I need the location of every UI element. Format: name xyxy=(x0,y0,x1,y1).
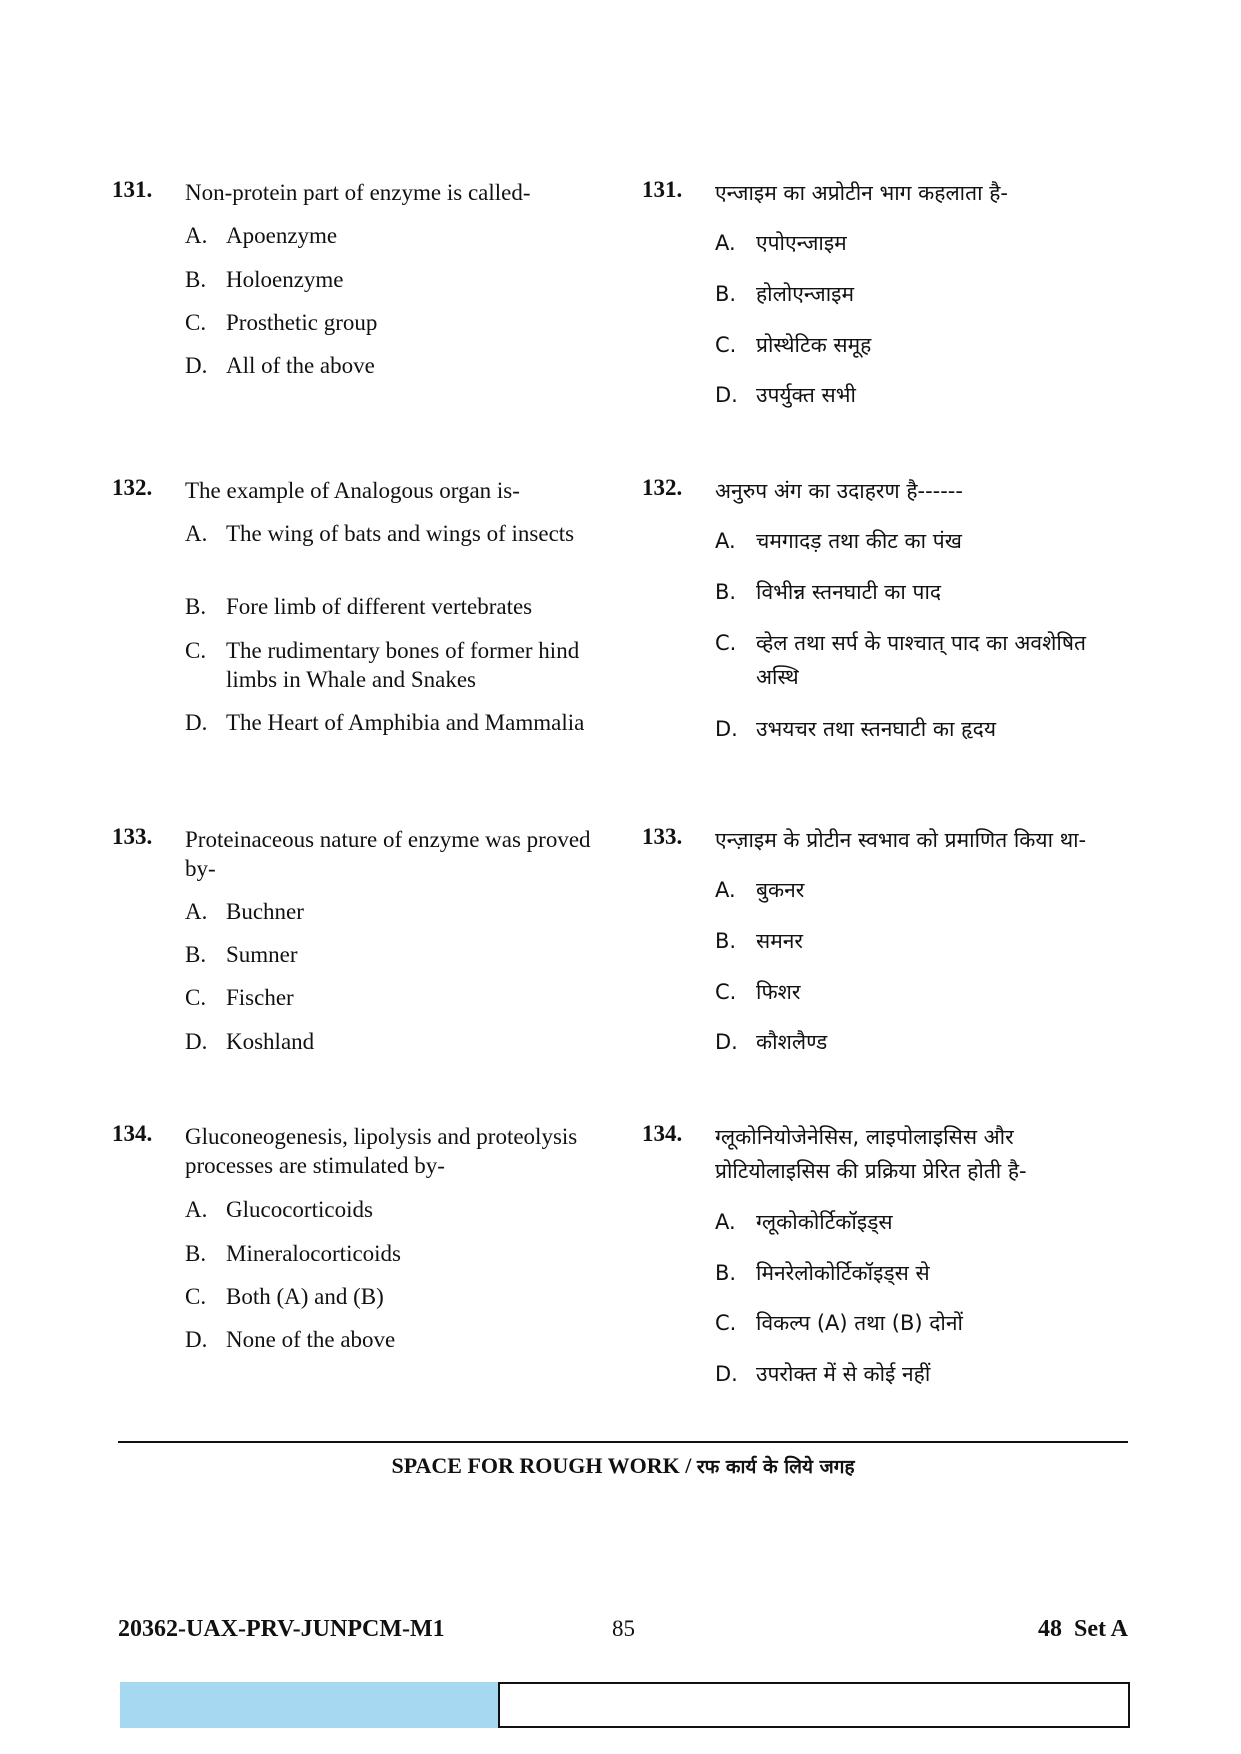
option-b xyxy=(185,265,585,294)
option-text: None of the above xyxy=(226,1327,396,1352)
option-letter: B. xyxy=(715,929,737,953)
option-letter: D. xyxy=(185,1327,208,1352)
option-text: Koshland xyxy=(226,1029,315,1054)
option-a xyxy=(185,221,585,250)
option-a xyxy=(715,226,1135,260)
option-c xyxy=(185,636,585,694)
option-text: Buchner xyxy=(226,899,304,924)
option-c xyxy=(715,1306,1135,1340)
option-letter: C. xyxy=(715,1311,737,1335)
option-d xyxy=(185,1027,585,1056)
option-a xyxy=(715,1205,1135,1239)
option-letter: C. xyxy=(715,980,737,1004)
option-text: The Heart of Amphibia and Mammalia xyxy=(226,710,585,735)
question-text: Non-protein part of enzyme is called- xyxy=(185,180,531,205)
option-text: उभयचर तथा स्तनघाटी का हृदय xyxy=(756,717,997,741)
question-number: 132. xyxy=(642,475,683,500)
option-letter: A. xyxy=(715,1210,736,1234)
option-a xyxy=(715,524,1135,558)
option-text: Glucocorticoids xyxy=(226,1197,373,1222)
option-text: समनर xyxy=(756,929,803,953)
option-b xyxy=(715,277,1135,311)
option-d xyxy=(715,1025,1135,1059)
option-letter: A. xyxy=(185,1197,208,1222)
option-text: Fischer xyxy=(226,985,294,1010)
option-text: Mineralocorticoids xyxy=(226,1241,402,1266)
option-b xyxy=(185,592,585,621)
question-text: The example of Analogous organ is- xyxy=(185,478,520,503)
footer-color-bar xyxy=(120,1682,498,1728)
option-text: Prosthetic group xyxy=(226,310,378,335)
option-a xyxy=(185,1195,585,1224)
question-text: अनुरुप अंग का उदाहरण है------ xyxy=(715,479,963,503)
option-c xyxy=(185,1282,585,1311)
option-d xyxy=(715,1357,1135,1391)
option-letter: D. xyxy=(715,383,738,407)
option-text: फिशर xyxy=(756,980,801,1004)
option-text: ग्लूकोकोर्टिकॉइड्स xyxy=(756,1210,893,1234)
option-text: विकल्प (A) तथा (B) दोनों xyxy=(756,1311,963,1335)
option-text: व्हेल तथा सर्प के पाश्चात् पाद का अवशेषित अस्थि xyxy=(756,631,1086,689)
option-letter: C. xyxy=(185,1284,207,1309)
option-a xyxy=(185,897,585,926)
option-letter: A. xyxy=(185,899,208,924)
option-letter: C. xyxy=(715,631,737,655)
rough-work-divider xyxy=(118,1441,1128,1443)
option-text: Both (A) and (B) xyxy=(226,1284,384,1309)
option-letter: D. xyxy=(715,717,738,741)
option-d xyxy=(715,712,1135,746)
question-text: ग्लूकोनियोजेनेसिस, लाइपोलाइसिस और प्रोटियोलाइसिस की प्रक्रिया प्रेरित होती है- xyxy=(715,1125,1027,1183)
option-letter: A. xyxy=(185,223,208,248)
option-text: The rudimentary bones of former hind limbs in Whale and Snakes xyxy=(226,638,580,692)
option-letter: B. xyxy=(185,594,207,619)
option-c xyxy=(185,308,585,337)
paper-code: 20362-UAX-PRV-JUNPCM-M1 xyxy=(118,1616,445,1642)
option-letter: C. xyxy=(185,985,207,1010)
option-letter: B. xyxy=(715,282,737,306)
question-number: 133. xyxy=(112,824,153,849)
option-letter: B. xyxy=(715,1261,737,1285)
rough-work-label-hi: रफ कार्य के लिये जगह xyxy=(696,1456,855,1478)
option-letter: D. xyxy=(185,710,208,735)
question-text: Proteinaceous nature of enzyme was proved by- xyxy=(185,827,591,881)
option-text: कौशलैण्ड xyxy=(756,1030,828,1054)
option-c xyxy=(715,328,1135,362)
option-b xyxy=(185,940,585,969)
option-d xyxy=(185,1325,585,1354)
option-text: उपरोक्त में से कोई नहीं xyxy=(756,1362,931,1386)
question-number: 133. xyxy=(642,824,683,849)
option-letter: C. xyxy=(185,638,207,663)
option-text: Sumner xyxy=(226,942,298,967)
set-label: 48 Set A xyxy=(1038,1616,1128,1642)
option-text: बुकनर xyxy=(756,878,805,902)
option-c xyxy=(715,975,1135,1009)
option-b xyxy=(715,1256,1135,1290)
footer-empty-box xyxy=(498,1682,1130,1728)
option-c xyxy=(185,983,585,1012)
option-letter: D. xyxy=(185,1029,208,1054)
question-number: 132. xyxy=(112,475,153,500)
option-a xyxy=(715,873,1135,907)
option-d xyxy=(185,351,585,380)
option-b xyxy=(715,924,1135,958)
rough-work-label-en: SPACE FOR ROUGH WORK / xyxy=(391,1453,697,1478)
option-letter: D. xyxy=(715,1030,738,1054)
option-letter: C. xyxy=(185,310,207,335)
page-number: 85 xyxy=(612,1616,635,1641)
option-text: All of the above xyxy=(226,353,375,378)
option-letter: A. xyxy=(715,529,736,553)
option-letter: B. xyxy=(185,267,207,292)
option-text: Holoenzyme xyxy=(226,267,344,292)
option-d xyxy=(185,708,585,737)
option-letter: B. xyxy=(715,580,737,604)
question-number: 134. xyxy=(642,1121,683,1146)
option-letter: D. xyxy=(185,353,208,378)
option-b xyxy=(715,575,1135,609)
option-text: Apoenzyme xyxy=(226,223,338,248)
option-text: उपर्युक्त सभी xyxy=(756,383,856,407)
option-d xyxy=(715,378,1135,412)
option-text: Fore limb of different vertebrates xyxy=(226,594,533,619)
question-number: 131. xyxy=(642,177,683,202)
option-letter: B. xyxy=(185,1241,207,1266)
question-text: एन्ज़ाइम के प्रोटीन स्वभाव को प्रमाणित किया था- xyxy=(715,828,1087,852)
option-text: The wing of bats and wings of insects xyxy=(226,521,575,546)
option-letter: A. xyxy=(185,521,208,546)
option-text: विभीन्न स्तनघाटी का पाद xyxy=(756,580,942,604)
option-a xyxy=(185,519,585,548)
rough-work-label xyxy=(118,1452,1128,1481)
question-number: 134. xyxy=(112,1121,153,1146)
option-text: चमगादड़ तथा कीट का पंख xyxy=(756,529,962,553)
question-text: एन्जाइम का अप्रोटीन भाग कहलाता है- xyxy=(715,181,1008,205)
option-text: मिनरेलोकोर्टिकॉइड्स से xyxy=(756,1261,930,1285)
option-letter: B. xyxy=(185,942,207,967)
option-letter: A. xyxy=(715,878,736,902)
option-c xyxy=(715,626,1135,694)
option-text: होलोएन्जाइम xyxy=(756,282,855,306)
question-number: 131. xyxy=(112,177,153,202)
option-text: प्रोस्थेटिक समूह xyxy=(756,333,872,357)
option-text: एपोएन्जाइम xyxy=(756,231,847,255)
option-letter: D. xyxy=(715,1362,738,1386)
option-letter: C. xyxy=(715,333,737,357)
option-letter: A. xyxy=(715,231,736,255)
question-text: Gluconeogenesis, lipolysis and proteolysis processes are stimulated by- xyxy=(185,1124,578,1178)
option-b xyxy=(185,1239,585,1268)
